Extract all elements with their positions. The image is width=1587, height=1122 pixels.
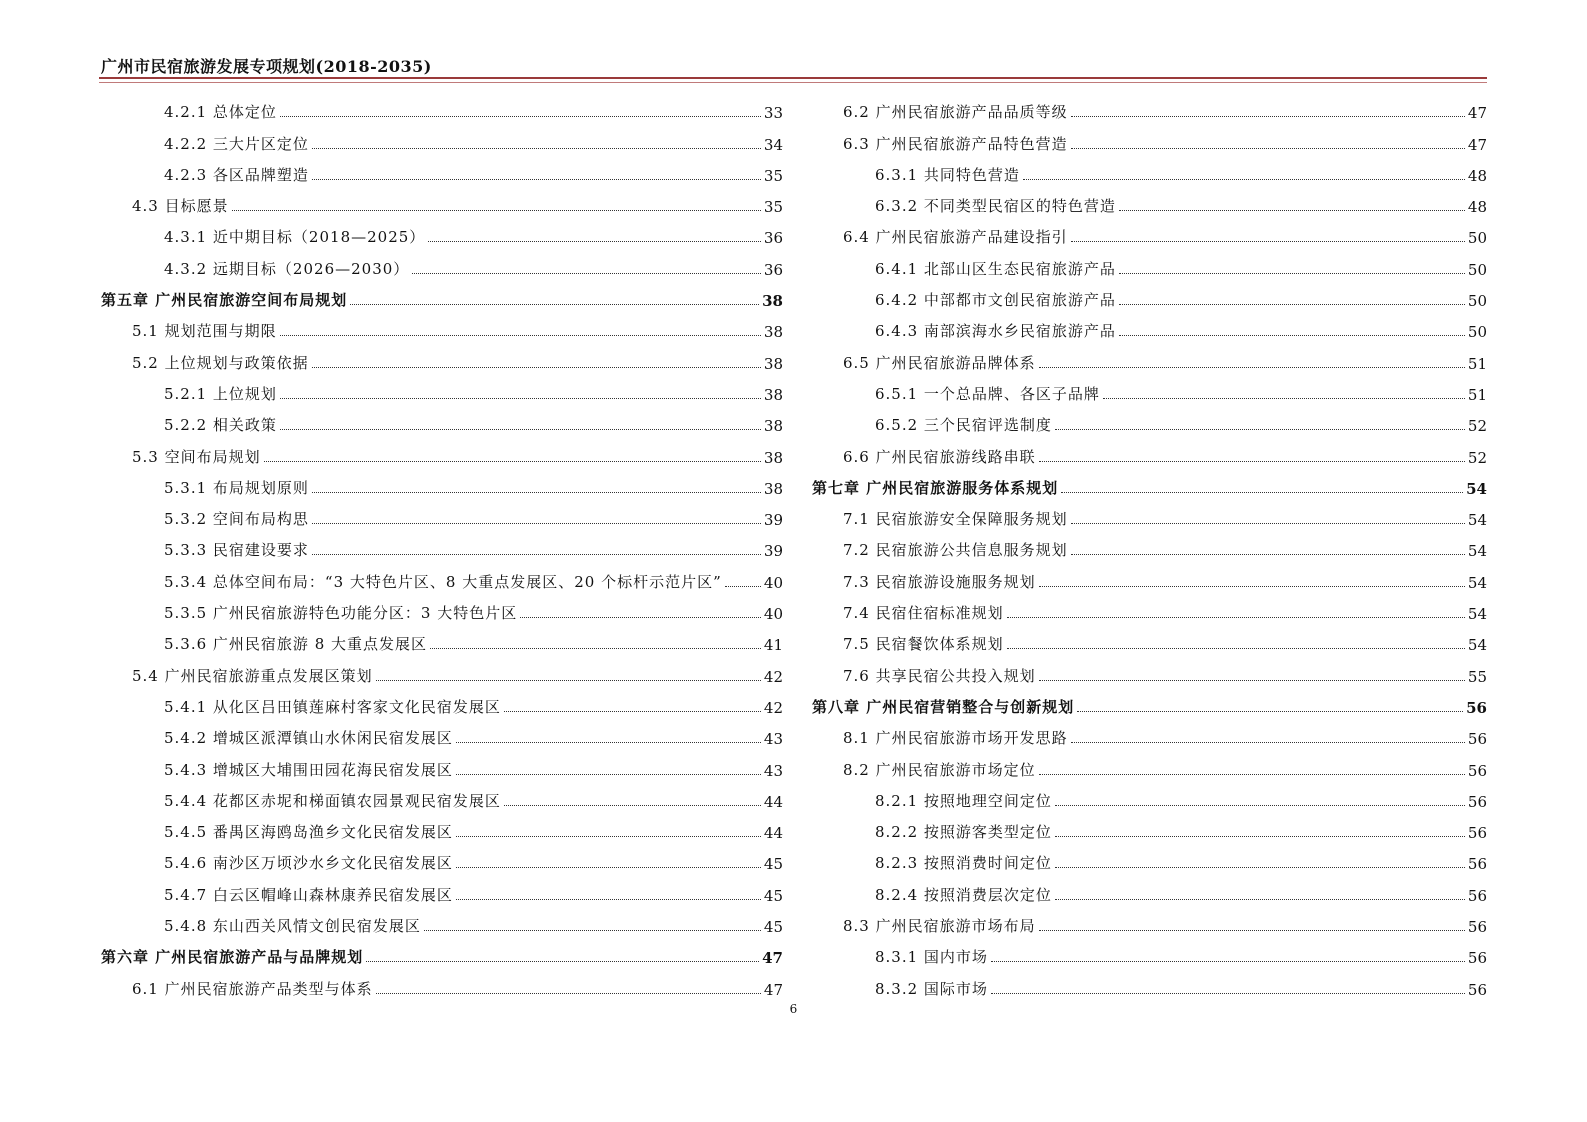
- toc-entry-title: 7.5 民宿餐饮体系规划: [843, 635, 1004, 654]
- toc-entry[interactable]: [812, 905, 1487, 936]
- toc-leader-dots: [1039, 367, 1465, 368]
- toc-entry-title: 5.4.7 白云区帽峰山森林康养民宿发展区: [164, 885, 453, 904]
- toc-entry-page: 56: [1467, 792, 1487, 811]
- toc-entry[interactable]: [812, 247, 1487, 278]
- toc-entry[interactable]: [812, 842, 1487, 873]
- toc-entry-page: 56: [1467, 855, 1487, 874]
- toc-leader-dots: [428, 241, 761, 242]
- toc-entry-page: 33: [763, 104, 783, 123]
- toc-leader-dots: [1119, 210, 1465, 211]
- toc-entry[interactable]: [101, 842, 783, 873]
- toc-entry-page: 38: [763, 448, 783, 467]
- toc-entry-page: 45: [763, 855, 783, 874]
- toc-entry-title: 7.1 民宿旅游安全保障服务规划: [843, 510, 1068, 529]
- toc-entry[interactable]: [812, 873, 1487, 904]
- toc-entry-page: 36: [763, 260, 783, 279]
- toc-leader-dots: [430, 648, 761, 649]
- toc-entry-title: 第六章 广州民宿旅游产品与品牌规划: [101, 948, 364, 967]
- toc-entry-page: 42: [763, 698, 783, 717]
- toc-entry-page: 38: [763, 479, 783, 498]
- toc-entry-title: 4.3.2 远期目标（2026—2030）: [164, 259, 410, 278]
- toc-entry-page: 51: [1467, 354, 1487, 373]
- toc-entry-page: 39: [763, 511, 783, 530]
- toc-entry-page: 54: [1467, 636, 1487, 655]
- toc-entry-title: 6.4.3 南部滨海水乡民宿旅游产品: [875, 322, 1116, 341]
- toc-entry-title: 5.3.4 总体空间布局：“3 大特色片区、8 大重点发展区、20 个标杆示范片区”: [164, 572, 722, 591]
- toc-entry-page: 38: [763, 354, 783, 373]
- toc-entry-page: 35: [763, 166, 783, 185]
- toc-entry-title: 5.4.2 增城区派潭镇山水休闲民宿发展区: [164, 729, 453, 748]
- toc-entry-page: 38: [763, 323, 783, 342]
- toc-entry-title: 8.2 广州民宿旅游市场定位: [843, 760, 1036, 779]
- toc-entry[interactable]: [812, 310, 1487, 341]
- toc-entry[interactable]: [101, 529, 783, 560]
- toc-entry-page: 50: [1467, 260, 1487, 279]
- toc-leader-dots: [232, 210, 761, 211]
- toc-entry[interactable]: [812, 748, 1487, 779]
- toc-entry[interactable]: [101, 592, 783, 623]
- toc-entry-page: 52: [1467, 448, 1487, 467]
- toc-entry-page: 54: [1467, 511, 1487, 530]
- toc-entry[interactable]: [812, 373, 1487, 404]
- toc-entry[interactable]: [812, 717, 1487, 748]
- toc-leader-dots: [312, 367, 761, 368]
- toc-entry-title: 4.3.1 近中期目标（2018—2025）: [164, 228, 426, 247]
- toc-leader-dots: [456, 899, 761, 900]
- toc-column-left: [101, 91, 783, 999]
- toc-leader-dots: [1023, 179, 1465, 180]
- toc-entry[interactable]: [101, 717, 783, 748]
- toc-leader-dots: [991, 961, 1465, 962]
- toc-entry[interactable]: [101, 91, 783, 122]
- toc-leader-dots: [1071, 241, 1465, 242]
- toc-chapter-entry[interactable]: [101, 936, 783, 967]
- toc-leader-dots: [1039, 930, 1465, 931]
- toc-entry-title: 5.4 广州民宿旅游重点发展区策划: [132, 666, 373, 685]
- toc-chapter-entry[interactable]: [812, 686, 1487, 717]
- toc-chapter-entry[interactable]: [101, 279, 783, 310]
- toc-entry-title: 6.3.1 共同特色营造: [875, 165, 1020, 184]
- toc-entry-page: 56: [1467, 730, 1487, 749]
- toc-entry-title: 第七章 广州民宿旅游服务体系规划: [812, 478, 1059, 497]
- toc-leader-dots: [520, 617, 761, 618]
- toc-leader-dots: [1071, 148, 1465, 149]
- toc-entry-page: 43: [763, 730, 783, 749]
- toc-entry-page: 47: [763, 980, 783, 999]
- toc-entry[interactable]: [812, 154, 1487, 185]
- toc-entry[interactable]: [812, 529, 1487, 560]
- toc-leader-dots: [280, 429, 761, 430]
- toc-entry-page: 47: [1467, 135, 1487, 154]
- toc-leader-dots: [991, 993, 1465, 994]
- toc-entry-title: 8.3.2 国际市场: [875, 979, 988, 998]
- toc-entry-page: 45: [763, 886, 783, 905]
- toc-leader-dots: [1119, 273, 1465, 274]
- toc-leader-dots: [1039, 774, 1465, 775]
- toc-entry[interactable]: [812, 560, 1487, 591]
- toc-leader-dots: [504, 711, 761, 712]
- toc-entry-title: 8.3.1 国内市场: [875, 948, 988, 967]
- toc-entry-page: 50: [1467, 229, 1487, 248]
- toc-entry[interactable]: [101, 967, 783, 998]
- toc-entry-title: 5.4.4 花都区赤坭和梯面镇农园景观民宿发展区: [164, 791, 501, 810]
- toc-entry-title: 6.4 广州民宿旅游产品建设指引: [843, 228, 1068, 247]
- toc-entry-page: 56: [1467, 980, 1487, 999]
- toc-entry-title: 5.3 空间布局规划: [132, 447, 261, 466]
- toc-entry-page: 43: [763, 761, 783, 780]
- toc-leader-dots: [1055, 867, 1465, 868]
- toc-leader-dots: [280, 398, 761, 399]
- toc-entry-title: 5.3.5 广州民宿旅游特色功能分区：3 大特色片区: [164, 604, 518, 623]
- toc-entry[interactable]: [101, 873, 783, 904]
- toc-entry-page: 55: [1467, 667, 1487, 686]
- toc-entry-title: 5.3.1 布局规划原则: [164, 478, 309, 497]
- toc-entry-title: 8.2.2 按照游客类型定位: [875, 823, 1052, 842]
- toc-entry[interactable]: [812, 341, 1487, 372]
- toc-entry[interactable]: [812, 498, 1487, 529]
- toc-leader-dots: [312, 523, 761, 524]
- toc-entry[interactable]: [101, 310, 783, 341]
- toc-entry-title: 第五章 广州民宿旅游空间布局规划: [101, 291, 348, 310]
- toc-entry-page: 38: [763, 385, 783, 404]
- toc-entry[interactable]: [101, 811, 783, 842]
- toc-entry-title: 5.2.2 相关政策: [164, 416, 277, 435]
- toc-entry-title: 6.5 广州民宿旅游品牌体系: [843, 353, 1036, 372]
- toc-entry-title: 4.2.3 各区品牌塑造: [164, 165, 309, 184]
- toc-entry-page: 35: [763, 198, 783, 217]
- toc-entry-page: 54: [1467, 573, 1487, 592]
- toc-entry[interactable]: [812, 122, 1487, 153]
- toc-leader-dots: [280, 116, 761, 117]
- toc-entry-page: 39: [763, 542, 783, 561]
- toc-entry-page: 56: [1467, 761, 1487, 780]
- toc-entry-title: 5.4.1 从化区吕田镇莲麻村客家文化民宿发展区: [164, 697, 501, 716]
- toc-entry-page: 47: [1467, 104, 1487, 123]
- toc-column-right: [812, 91, 1487, 999]
- toc-entry-title: 5.4.6 南沙区万顷沙水乡文化民宿发展区: [164, 854, 453, 873]
- toc-entry-title: 5.3.3 民宿建设要求: [164, 541, 309, 560]
- toc-entry-title: 5.1 规划范围与期限: [132, 322, 277, 341]
- toc-entry-title: 7.6 共享民宿公共投入规划: [843, 666, 1036, 685]
- toc-entry[interactable]: [812, 216, 1487, 247]
- toc-entry-page: 36: [763, 229, 783, 248]
- toc-chapter-entry[interactable]: [812, 467, 1487, 498]
- toc-entry-page: 47: [762, 949, 783, 968]
- toc-leader-dots: [1071, 742, 1465, 743]
- toc-entry[interactable]: [812, 936, 1487, 967]
- header-rule-thick: [99, 77, 1487, 79]
- toc-leader-dots: [725, 586, 761, 587]
- toc-leader-dots: [1071, 116, 1465, 117]
- toc-entry[interactable]: [812, 91, 1487, 122]
- toc-leader-dots: [1077, 711, 1463, 712]
- toc-leader-dots: [1055, 899, 1465, 900]
- toc-entry[interactable]: [101, 623, 783, 654]
- toc-entry-page: 38: [762, 292, 783, 311]
- toc-leader-dots: [1039, 586, 1465, 587]
- toc-entry[interactable]: [101, 686, 783, 717]
- toc-leader-dots: [1055, 429, 1465, 430]
- toc-leader-dots: [1103, 398, 1465, 399]
- toc-entry-title: 6.3.2 不同类型民宿区的特色营造: [875, 197, 1116, 216]
- toc-entry-page: 44: [763, 824, 783, 843]
- toc-entry-title: 4.2.2 三大片区定位: [164, 134, 309, 153]
- toc-entry-title: 5.4.5 番禺区海鸥岛渔乡文化民宿发展区: [164, 823, 453, 842]
- toc-leader-dots: [456, 742, 761, 743]
- toc-entry-title: 7.4 民宿住宿标准规划: [843, 604, 1004, 623]
- toc-entry-page: 40: [763, 573, 783, 592]
- toc-entry[interactable]: [812, 811, 1487, 842]
- toc-entry-title: 6.4.1 北部山区生态民宿旅游产品: [875, 259, 1116, 278]
- toc-entry-title: 6.6 广州民宿旅游线路串联: [843, 447, 1036, 466]
- toc-entry-page: 48: [1467, 198, 1487, 217]
- toc-entry[interactable]: [101, 498, 783, 529]
- toc-entry[interactable]: [101, 748, 783, 779]
- toc-entry-title: 4.2.1 总体定位: [164, 103, 277, 122]
- toc-entry-page: 51: [1467, 385, 1487, 404]
- toc-entry-page: 56: [1467, 824, 1487, 843]
- toc-entry-page: 54: [1467, 605, 1487, 624]
- toc-leader-dots: [412, 273, 761, 274]
- toc-entry-title: 5.4.8 东山西关风情文创民宿发展区: [164, 917, 421, 936]
- toc-leader-dots: [456, 867, 761, 868]
- toc-entry[interactable]: [812, 279, 1487, 310]
- toc-entry[interactable]: [101, 780, 783, 811]
- toc-leader-dots: [280, 335, 761, 336]
- toc-leader-dots: [350, 304, 759, 305]
- toc-entry-title: 第八章 广州民宿营销整合与创新规划: [812, 697, 1075, 716]
- toc-entry[interactable]: [101, 560, 783, 591]
- toc-entry-page: 50: [1467, 323, 1487, 342]
- toc-entry-page: 54: [1467, 542, 1487, 561]
- toc-entry-title: 6.4.2 中部都市文创民宿旅游产品: [875, 291, 1116, 310]
- toc-leader-dots: [312, 148, 761, 149]
- toc-entry-title: 6.2 广州民宿旅游产品品质等级: [843, 103, 1068, 122]
- toc-entry-title: 5.3.2 空间布局构思: [164, 510, 309, 529]
- toc-leader-dots: [312, 554, 761, 555]
- toc-entry-title: 6.5.1 一个总品牌、各区子品牌: [875, 384, 1100, 403]
- toc-entry[interactable]: [101, 654, 783, 685]
- toc-leader-dots: [264, 461, 761, 462]
- toc-leader-dots: [1119, 335, 1465, 336]
- toc-entry-page: 56: [1467, 918, 1487, 937]
- toc-leader-dots: [1039, 461, 1465, 462]
- toc-entry[interactable]: [812, 404, 1487, 435]
- toc-entry-title: 5.3.6 广州民宿旅游 8 大重点发展区: [164, 635, 428, 654]
- toc-leader-dots: [1055, 836, 1465, 837]
- toc-leader-dots: [312, 492, 761, 493]
- page-number: 6: [789, 1002, 798, 1016]
- toc-leader-dots: [1007, 648, 1465, 649]
- toc-leader-dots: [456, 836, 761, 837]
- toc-leader-dots: [504, 805, 761, 806]
- toc-entry[interactable]: [101, 154, 783, 185]
- toc-entry[interactable]: [812, 623, 1487, 654]
- toc-entry-page: 44: [763, 792, 783, 811]
- toc-entry[interactable]: [812, 780, 1487, 811]
- toc-leader-dots: [424, 930, 761, 931]
- toc-entry[interactable]: [101, 905, 783, 936]
- document-header-title: 广州市民宿旅游发展专项规划(2018-2035): [101, 57, 432, 76]
- toc-entry-title: 7.3 民宿旅游设施服务规划: [843, 572, 1036, 591]
- toc-leader-dots: [376, 993, 761, 994]
- toc-leader-dots: [1039, 680, 1465, 681]
- toc-entry-title: 7.2 民宿旅游公共信息服务规划: [843, 541, 1068, 560]
- toc-entry-title: 5.2.1 上位规划: [164, 384, 277, 403]
- toc-entry[interactable]: [101, 247, 783, 278]
- toc-entry-page: 56: [1466, 698, 1487, 717]
- toc-entry[interactable]: [101, 404, 783, 435]
- toc-entry-page: 48: [1467, 166, 1487, 185]
- toc-entry-page: 41: [763, 636, 783, 655]
- toc-leader-dots: [376, 680, 761, 681]
- toc-entry-page: 56: [1467, 886, 1487, 905]
- toc-leader-dots: [1119, 304, 1465, 305]
- toc-entry-title: 6.3 广州民宿旅游产品特色营造: [843, 134, 1068, 153]
- toc-entry-title: 8.2.1 按照地理空间定位: [875, 791, 1052, 810]
- toc-entry[interactable]: [101, 216, 783, 247]
- toc-entry-title: 8.2.4 按照消费层次定位: [875, 885, 1052, 904]
- toc-entry[interactable]: [101, 435, 783, 466]
- toc-entry-title: 5.4.3 增城区大埔围田园花海民宿发展区: [164, 760, 453, 779]
- toc-leader-dots: [366, 961, 759, 962]
- toc-entry-page: 34: [763, 135, 783, 154]
- toc-entry[interactable]: [101, 185, 783, 216]
- toc-entry-title: 4.3 目标愿景: [132, 197, 229, 216]
- toc-entry-title: 8.3 广州民宿旅游市场布局: [843, 917, 1036, 936]
- toc-entry[interactable]: [812, 654, 1487, 685]
- toc-entry-page: 56: [1467, 949, 1487, 968]
- toc-entry-page: 52: [1467, 417, 1487, 436]
- header-rule-thin: [99, 82, 1487, 83]
- toc-entry-title: 6.1 广州民宿旅游产品类型与体系: [132, 979, 373, 998]
- toc-leader-dots: [1007, 617, 1465, 618]
- toc-entry-page: 42: [763, 667, 783, 686]
- toc-entry[interactable]: [812, 435, 1487, 466]
- toc-entry-page: 54: [1466, 479, 1487, 498]
- toc-leader-dots: [312, 179, 761, 180]
- toc-entry[interactable]: [812, 185, 1487, 216]
- toc-entry-page: 50: [1467, 292, 1487, 311]
- toc-entry-title: 8.1 广州民宿旅游市场开发思路: [843, 729, 1068, 748]
- toc-leader-dots: [1071, 523, 1465, 524]
- toc-entry-title: 8.2.3 按照消费时间定位: [875, 854, 1052, 873]
- toc-leader-dots: [1055, 805, 1465, 806]
- toc-entry[interactable]: [101, 467, 783, 498]
- toc-leader-dots: [1071, 554, 1465, 555]
- toc-entry[interactable]: [101, 373, 783, 404]
- toc-entry[interactable]: [101, 122, 783, 153]
- toc-entry[interactable]: [101, 341, 783, 372]
- toc-leader-dots: [1061, 492, 1463, 493]
- toc-entry-page: 45: [763, 918, 783, 937]
- toc-entry-page: 40: [763, 605, 783, 624]
- toc-entry-page: 38: [763, 417, 783, 436]
- toc-entry-title: 6.5.2 三个民宿评选制度: [875, 416, 1052, 435]
- toc-entry[interactable]: [812, 592, 1487, 623]
- toc-leader-dots: [456, 774, 761, 775]
- toc-entry[interactable]: [812, 967, 1487, 998]
- toc-entry-title: 5.2 上位规划与政策依据: [132, 353, 309, 372]
